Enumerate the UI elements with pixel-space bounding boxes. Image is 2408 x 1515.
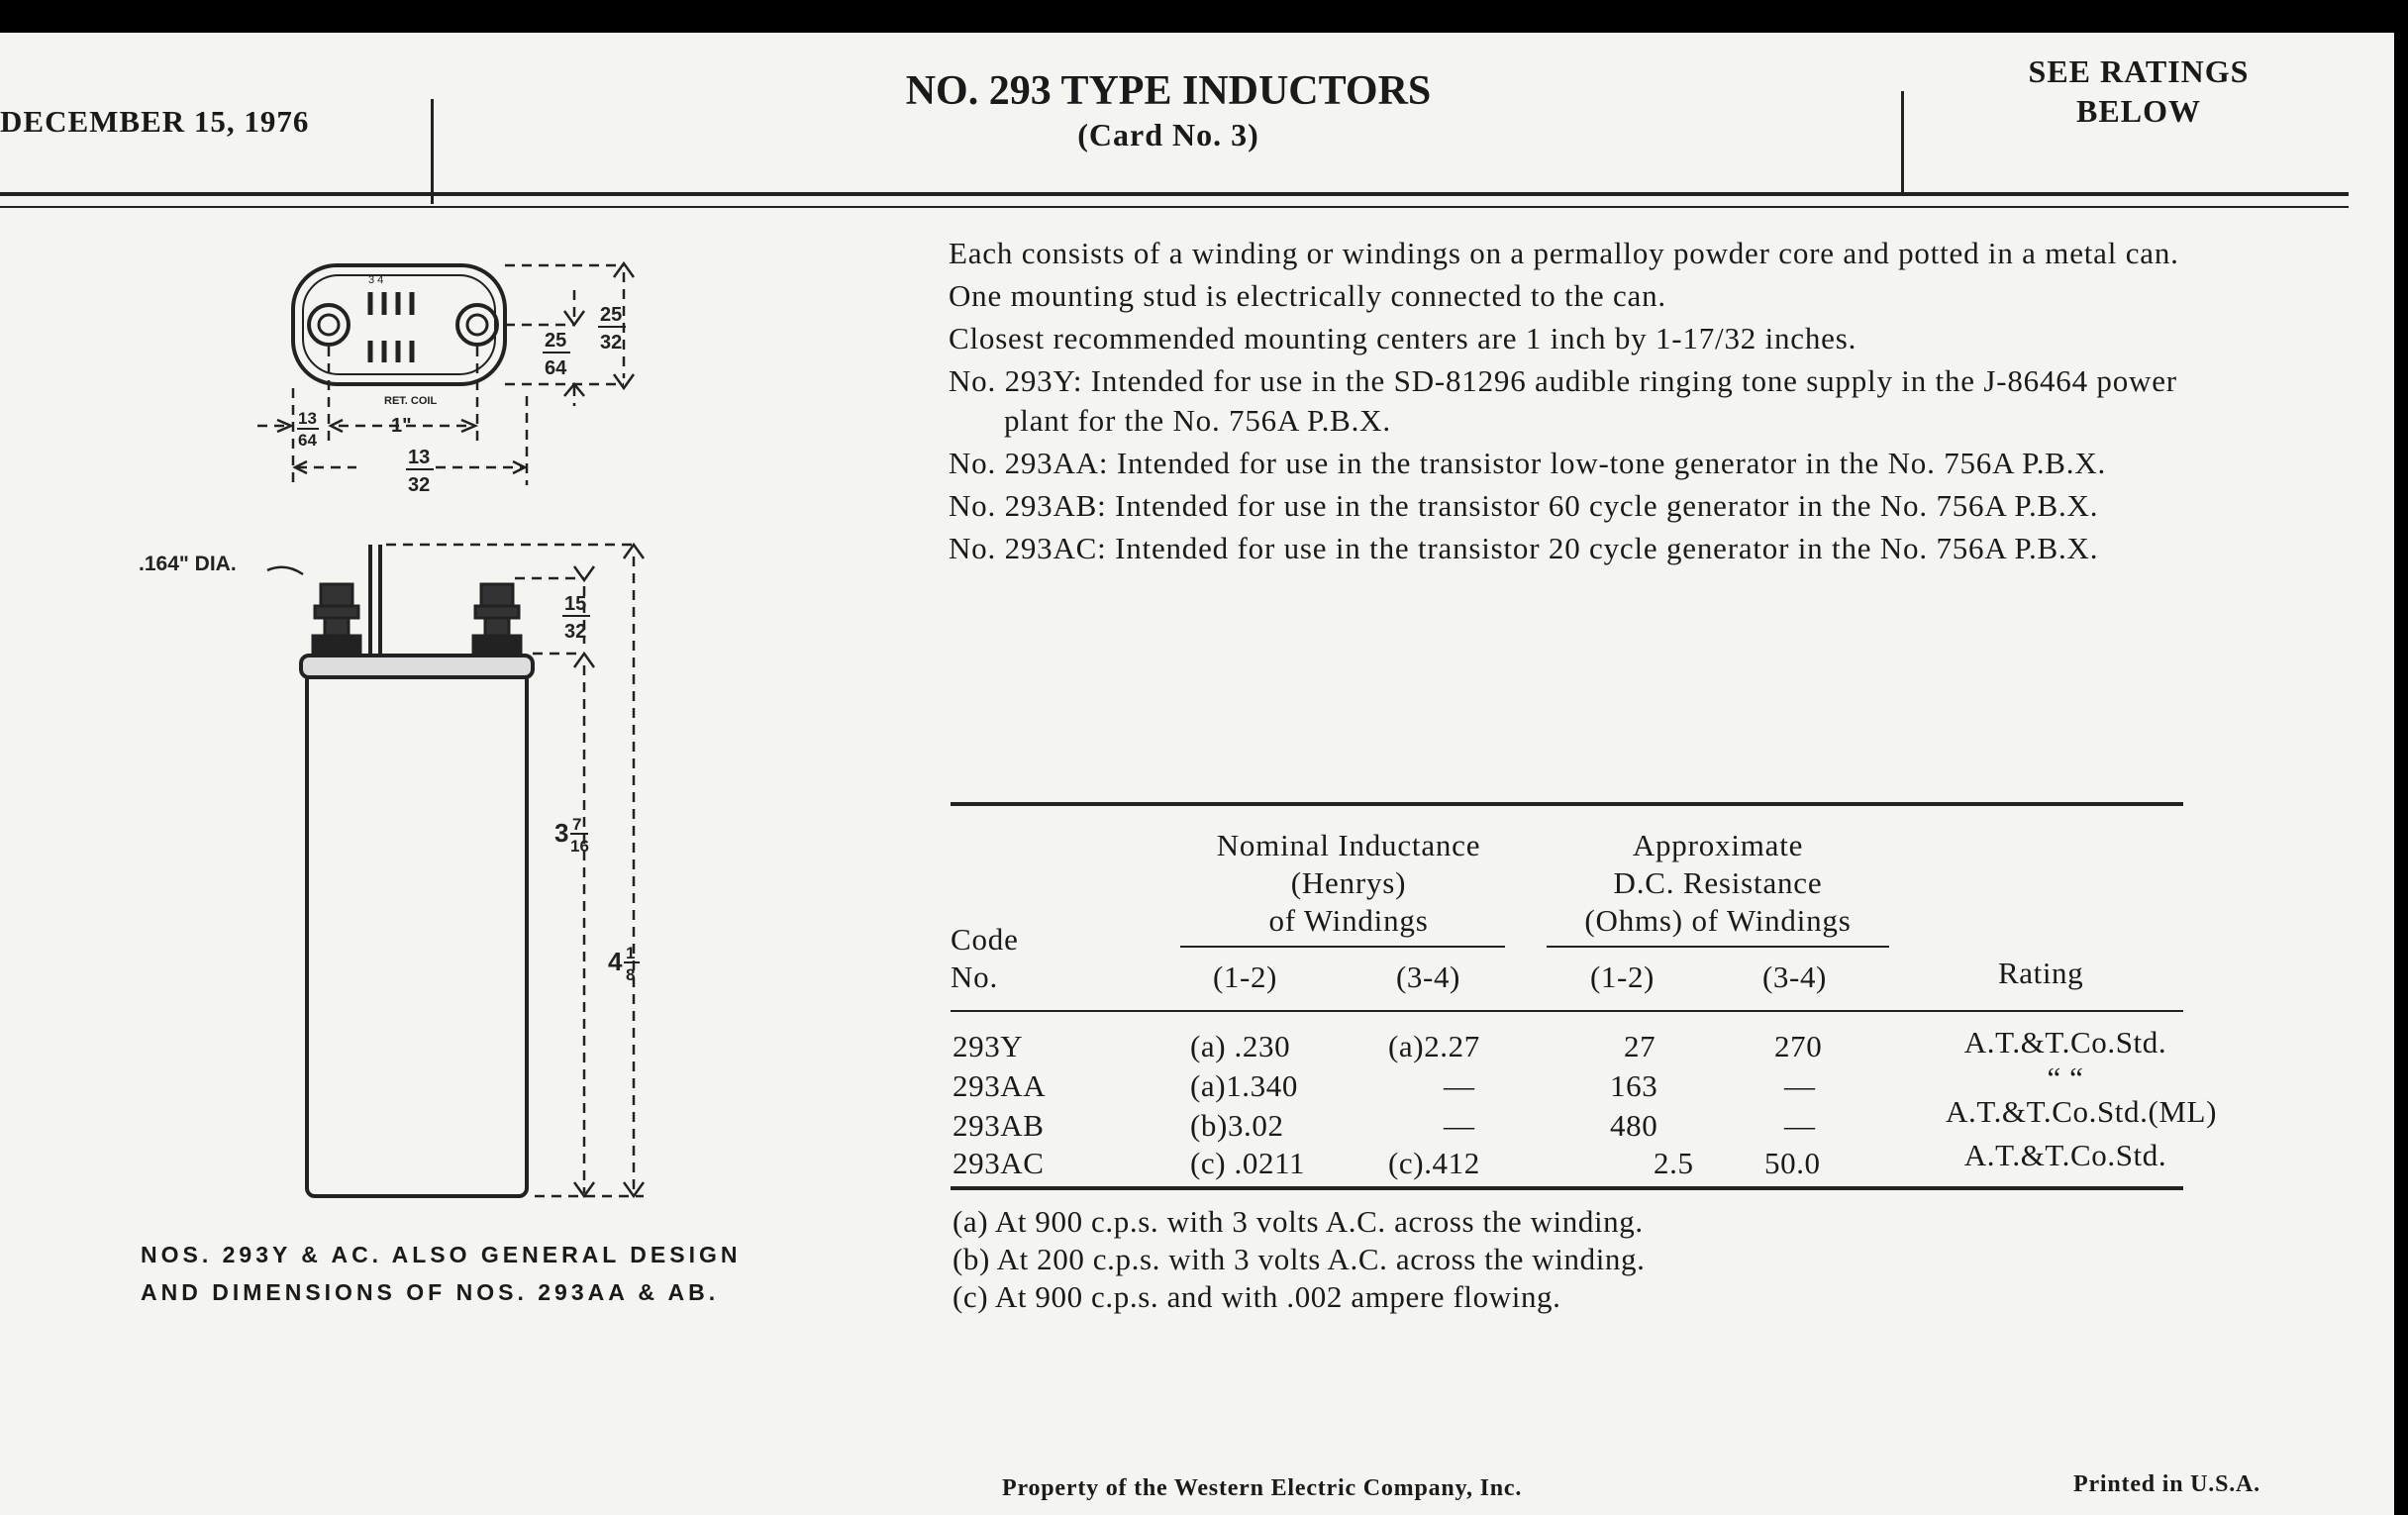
row-ind12: (c) .0211	[1190, 1146, 1306, 1180]
table-notes	[953, 1203, 1645, 1316]
footer-property: Property of the Western Electric Company, Inc.	[1002, 1475, 1523, 1501]
col-inductance-header-line-1: Nominal Inductance	[1216, 828, 1481, 862]
dim-13-64-den: 64	[298, 431, 317, 450]
dim-4-whole: 4	[608, 947, 623, 976]
description-line-1: Each consists of a winding or windings on a permalloy powder core and potted in a metal can.	[949, 236, 2179, 270]
row-code: 293Y	[953, 1029, 1024, 1063]
dim-25-64-num: 25	[545, 330, 567, 352]
dim-25-64-den: 64	[545, 357, 567, 379]
col-resistance-header-line-1: Approximate	[1632, 828, 1804, 862]
header-divider-right	[1901, 91, 1904, 196]
resistance-header-rule	[1547, 946, 1889, 948]
dim-15-32-num: 15	[564, 593, 587, 615]
row-res34: 270	[1774, 1029, 1823, 1063]
dim-3-whole: 3	[554, 818, 569, 848]
dim-25-32-num: 25	[600, 304, 623, 326]
row-ind34: (a)2.27	[1388, 1029, 1480, 1063]
row-rating: “ “	[2047, 1060, 2084, 1095]
description-line-6: No. 293AB: Intended for use in the transistor 60 cycle generator in the No. 756A P.B.X.	[949, 488, 2099, 523]
row-res12: 27	[1624, 1029, 1656, 1063]
col-code-header-line-2: No.	[951, 960, 999, 994]
description-line-4: No. 293Y: Intended for use in the SD-81296 audible ringing tone supply in the J-86464 power plant for the No. 756A P.B.X.	[949, 363, 2177, 438]
description-line-7: No. 293AC: Intended for use in the transistor 20 cycle generator in the No. 756A P.B.X.	[949, 531, 2099, 565]
note-c: (c) At 900 c.p.s. and with .002 ampere flowing.	[953, 1279, 1561, 1314]
dim-7-16-den: 16	[570, 837, 589, 856]
dim-13-32-den: 32	[408, 474, 431, 496]
ratings-note	[1906, 51, 2371, 131]
table-bottom-rule	[951, 1186, 2183, 1190]
description-line-5: No. 293AA: Intended for use in the transistor low-tone generator in the No. 756A P.B.X.	[949, 446, 2107, 480]
row-code: 293AC	[953, 1146, 1045, 1180]
col-code-header-line-1: Code	[951, 922, 1019, 957]
dim-1-inch: 1"	[391, 415, 412, 437]
dim-25-32-den: 32	[600, 332, 623, 354]
sub-res-34: (3-4)	[1762, 960, 1827, 994]
dim-1-8-num: 1	[626, 944, 636, 962]
dim-1-8-den: 8	[626, 965, 636, 984]
top-view-drawing	[257, 263, 634, 485]
header-divider-left	[431, 99, 434, 204]
side-view-drawing	[267, 545, 644, 1196]
dim-15-32-den: 32	[564, 621, 587, 643]
ret-coil-label: RET. COIL	[384, 395, 438, 407]
col-resistance-header	[1540, 827, 1896, 940]
row-res12: 163	[1610, 1068, 1658, 1103]
dim-7-16-num: 7	[572, 815, 582, 834]
note-a: (a) At 900 c.p.s. with 3 volts A.C. across the winding.	[953, 1204, 1644, 1239]
note-b: (b) At 200 c.p.s. with 3 volts A.C. across the winding.	[953, 1242, 1646, 1276]
row-rating: A.T.&T.Co.Std.	[1963, 1138, 2167, 1172]
col-inductance-header-line-3: of Windings	[1268, 903, 1429, 938]
row-ind34: —	[1444, 1108, 1475, 1143]
page-title: NO. 293 TYPE INDUCTORS	[905, 68, 1432, 114]
row-res34: —	[1784, 1068, 1816, 1103]
description-line-3: Closest recommended mounting centers are 1 inch by 1-17/32 inches.	[949, 321, 1857, 355]
row-ind12: (b)3.02	[1190, 1108, 1284, 1143]
row-rating: A.T.&T.Co.Std.(ML)	[1946, 1094, 2217, 1129]
sub-ind-34: (3-4)	[1396, 960, 1460, 994]
row-res12: 2.5	[1654, 1146, 1694, 1180]
sub-ind-12: (1-2)	[1213, 960, 1277, 994]
svg-text:3 4: 3 4	[368, 274, 384, 286]
drawing-caption: NOS. 293Y & AC. ALSO GENERAL DESIGN AND DIMENSIONS OF NOS. 293AA & AB.	[141, 1242, 742, 1305]
table-header-rule	[951, 1010, 2183, 1012]
header-rule	[0, 192, 2349, 196]
row-res34: 50.0	[1764, 1146, 1821, 1180]
col-inductance-header-line-2: (Henrys)	[1290, 865, 1407, 900]
row-ind34: (c).412	[1388, 1146, 1480, 1180]
table-top-rule	[951, 802, 2183, 806]
row-code: 293AB	[953, 1108, 1045, 1143]
row-ind12: (a)1.340	[1190, 1068, 1298, 1103]
row-ind34: —	[1444, 1068, 1475, 1103]
dim-13-32-num: 13	[408, 447, 431, 468]
col-rating-header: Rating	[1998, 956, 2084, 990]
sub-res-12: (1-2)	[1590, 960, 1655, 994]
header-rule-thin	[0, 206, 2349, 208]
footer-printed: Printed in U.S.A.	[2073, 1471, 2260, 1497]
dim-13-64-num: 13	[298, 409, 317, 428]
description-line-2: One mounting stud is electrically connected to the can.	[949, 278, 1666, 313]
row-res12: 480	[1610, 1108, 1658, 1143]
col-inductance-header	[1180, 827, 1517, 940]
inductor-drawing	[109, 248, 663, 1208]
dia-label: .164" DIA.	[139, 553, 237, 575]
issue-date: DECEMBER 15, 1976	[0, 104, 310, 139]
inductance-header-rule	[1180, 946, 1505, 948]
ratings-line-1: SEE RATINGS	[2028, 53, 2250, 89]
page-subtitle: (Card No. 3)	[1077, 117, 1259, 152]
ratings-line-2: BELOW	[2076, 93, 2201, 129]
row-ind12: (a) .230	[1190, 1029, 1291, 1063]
col-resistance-header-line-2: D.C. Resistance	[1613, 865, 1823, 900]
row-rating: A.T.&T.Co.Std.	[1963, 1025, 2167, 1060]
col-code-header	[951, 921, 1050, 996]
row-code: 293AA	[953, 1068, 1047, 1103]
description	[949, 234, 2181, 571]
row-res34: —	[1784, 1108, 1816, 1143]
col-resistance-header-line-3: (Ohms) of Windings	[1584, 903, 1852, 938]
